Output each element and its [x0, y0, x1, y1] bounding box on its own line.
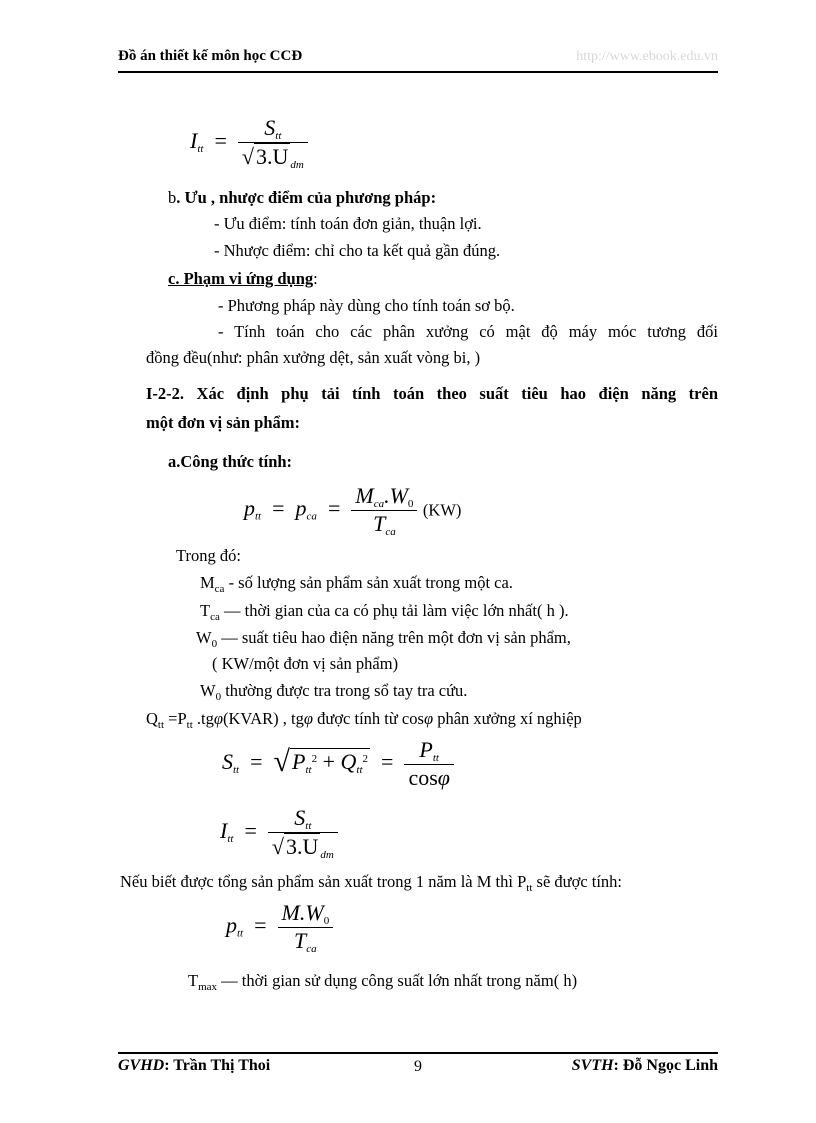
tmax-line: $T_{max}$ — thời gian sử dụng công suất lớn nhất trong năm( h)	[188, 971, 578, 993]
formula-power: $p_{tt} = p_{ca}$ = $\frac{M_{ca}.W0}{T_{ca}}$ (KW)	[244, 483, 462, 538]
reactive-power-line: $Q_{tt} =P_{tt}$ .tgφ(KVAR) , tgφ được tính từ cosφ phân xưởng xí nghiệp	[146, 709, 582, 731]
section-b-title: b. Ưu , nhược điểm của phương pháp:	[168, 188, 437, 207]
definition-mca: $M_{ca}$ - số lượng sản phẩm sản xuất trong một ca.	[200, 573, 513, 595]
formula-current-1: $I_{tt}$ = $\frac{S_{tt}}{√3.U _{dm}}$	[190, 115, 308, 171]
header-title: Đồ án thiết kế môn học CCĐ	[118, 48, 303, 64]
page-number: 9	[414, 1058, 422, 1075]
section-heading-cont: một đơn vị sản phẩm:	[146, 413, 301, 432]
scope-item: - Phương pháp này dùng cho tính toán sơ bộ.	[218, 296, 515, 315]
header-url: http://www.ebook.edu.vn	[576, 49, 718, 64]
advantage-item: - Ưu điểm: tính toán đơn giản, thuận lợi.	[214, 214, 482, 233]
section-c-title: c. Phạm vi ứng dụng:	[168, 269, 318, 288]
footer-supervisor: GVHD: Trần Thị Thoi	[118, 1057, 271, 1074]
w0-note: $W_0$ thường được tra trong sổ tay tra cứu.	[200, 681, 468, 703]
formula-annual-power: $p_{tt}$ = $\frac{M.W0}{T_{ca}}$	[226, 900, 333, 955]
year-line: Nếu biết được tổng sản phẩm sản xuất trong 1 năm là M thì $P_{tt}$ sẽ được tính:	[120, 872, 623, 894]
formula-current-2: $I_{tt}$ = $\frac{S_{tt}}{√3.U _{dm}}$	[220, 805, 338, 861]
scope-item: - Tính toán cho các phân xưởng có mật độ máy móc tương đối	[218, 322, 718, 341]
section-heading: I-2-2. Xác định phụ tải tính toán theo suất tiêu hao điện năng trên	[146, 384, 718, 403]
footer-student: SVTH: Đỗ Ngọc Linh	[571, 1057, 718, 1074]
header-rule	[118, 71, 718, 73]
formula-apparent-power: $S_{tt} = √P_{tt}^2 + Q_{tt}^2$ = $\frac{P_{tt}}{\cos\varphi}$	[222, 737, 454, 791]
formula-title: a.Công thức tính:	[168, 452, 293, 471]
footer-rule	[118, 1052, 718, 1054]
where-label: Trong đó:	[176, 546, 241, 565]
unit-line: ( KW/một đơn vị sản phẩm)	[212, 654, 399, 673]
definition-w0: $W_0$ — suất tiêu hao điện năng trên một đơn vị sản phẩm,	[196, 628, 571, 650]
definition-tca: $T_{ca}$ — thời gian của ca có phụ tải làm việc lớn nhất( h ).	[200, 601, 569, 623]
disadvantage-item: - Nhược điểm: chỉ cho ta kết quả gần đúng.	[214, 241, 501, 260]
scope-continued: đồng đều(như: phân xưởng dệt, sản xuất vòng bi, )	[146, 348, 481, 367]
